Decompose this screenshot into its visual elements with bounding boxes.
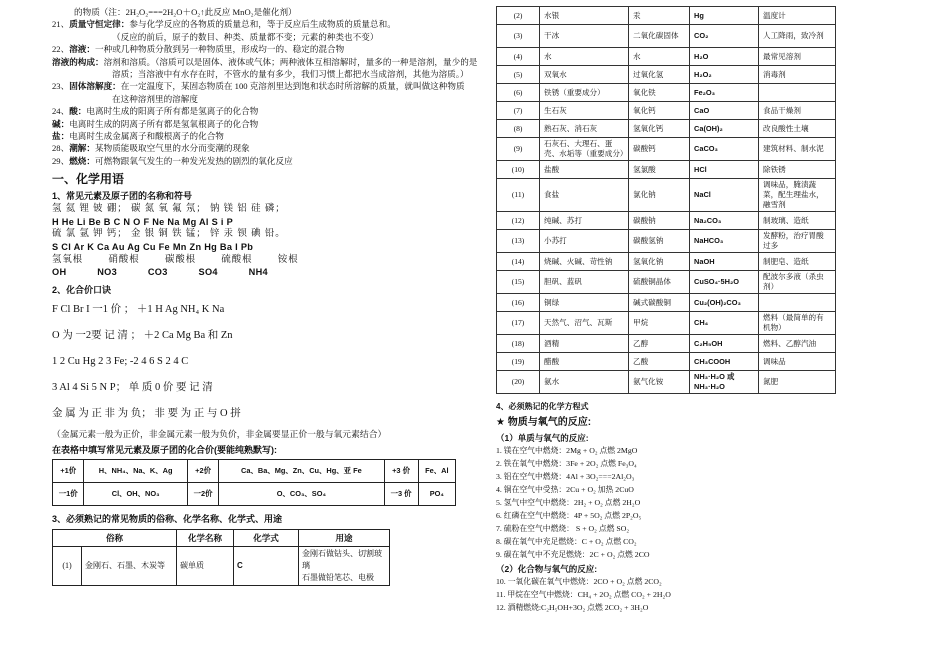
table-row	[497, 230, 836, 253]
substances-table-part1	[52, 529, 390, 586]
table-cell: +2价	[187, 459, 218, 482]
use	[759, 84, 836, 102]
valence-table	[52, 459, 456, 506]
element-names-row-1: 氢 氦 锂 铍 硼； 碳 氮 氧 氟 氖； 钠 镁 铝 硅 磷；	[52, 204, 286, 215]
definition-text: 电离时生成的阳离子所有都是氢离子的化合物	[86, 106, 259, 117]
table-row	[497, 271, 836, 294]
definition-line	[52, 155, 472, 167]
common-name: 盐酸	[540, 161, 629, 179]
formula: CH₃COOH	[690, 353, 759, 371]
row-number: (5)	[497, 66, 540, 84]
use: 人工降雨，致冷剂	[759, 25, 836, 48]
formula: HCl	[690, 161, 759, 179]
subsection-equations: 4、必须熟记的化学方程式	[496, 402, 589, 411]
use: 最常见溶剂	[759, 48, 836, 66]
chemical-name: 汞	[629, 7, 690, 25]
formula: CH₄	[690, 312, 759, 335]
common-name: 纯碱、苏打	[540, 212, 629, 230]
equation: 3. 铝在空气中燃烧：4Al + 3O₂===2Al₂O₃	[496, 472, 635, 481]
formula: CaO	[690, 102, 759, 120]
formula: CO₂	[690, 25, 759, 48]
chemical-name: 氧化钙	[629, 102, 690, 120]
definitions-list	[52, 6, 478, 167]
formula: NH₃·H₂O 或 NH₃·H₂O	[690, 371, 759, 394]
common-name: 小苏打	[540, 230, 629, 253]
right-column	[496, 6, 836, 614]
chemical-name: 水	[629, 48, 690, 66]
definition-text: 电离时生成的阴离子所有都是氢氧根离子的化合物	[69, 118, 259, 129]
equation: 1. 镁在空气中燃烧：2Mg + O₂ 点燃 2MgO	[496, 446, 638, 455]
row-number: (20)	[497, 371, 540, 394]
definition-line	[52, 68, 472, 80]
definition-text: 参与化学反应的各物质的质量总和，等于反应后生成物质的质量总和。	[129, 19, 396, 30]
table-row	[497, 312, 836, 335]
chemical-name: 乙醇	[629, 335, 690, 353]
chemical-name: 碳酸钠	[629, 212, 690, 230]
common-name: 石灰石、大理石、蛋壳、水垢等（重要成分）	[540, 138, 629, 161]
use: 制玻璃、造纸	[759, 212, 836, 230]
row-number: (11)	[497, 179, 540, 212]
definition-text: 一种或几种物质分散到另一种物质里，形成均一的、稳定的混合物	[95, 44, 345, 55]
table-cell: Cl、OH、NO₃	[84, 482, 187, 505]
row-number: (17)	[497, 312, 540, 335]
valence-line: O 为 一2要 记 清 ； ＋2 Ca Mg Ba 和 Zn	[52, 329, 233, 341]
chemical-name: 氢氯酸	[629, 161, 690, 179]
use: 制肥皂、造纸	[759, 253, 836, 271]
common-name: 食盐	[540, 179, 629, 212]
definition-term: 碱：	[52, 118, 70, 129]
table-row	[53, 459, 456, 482]
common-name: 醋酸	[540, 353, 629, 371]
chemical-name: 过氧化氢	[629, 66, 690, 84]
chemical-name: 硫酸铜晶体	[629, 271, 690, 294]
row-number: (12)	[497, 212, 540, 230]
row-number: (14)	[497, 253, 540, 271]
definition-line	[52, 93, 472, 105]
common-name: 酒精	[540, 335, 629, 353]
element-symbols-row-2: S Cl Ar K Ca Au Ag Cu Fe Mn Zn Hg Ba I Pb	[52, 242, 254, 253]
valence-mnemonic	[52, 297, 472, 427]
formula: CuSO₄·5H₂O	[690, 271, 759, 294]
use: 温度计	[759, 7, 836, 25]
chemical-name: 碱式碳酸铜	[629, 294, 690, 312]
subsection-valence: 2、化合价口诀	[52, 284, 112, 295]
formula: Ca(OH)₂	[690, 120, 759, 138]
valence-line: 3 Al 4 Si 5 N P； 单 质 0 价 要 记 清	[52, 381, 213, 393]
definition-term: 燃烧：	[69, 155, 95, 166]
chemical-name: 氧化铁	[629, 84, 690, 102]
formula: Hg	[690, 7, 759, 25]
definition-number: 28、	[52, 143, 70, 154]
row-number: (19)	[497, 353, 540, 371]
table-cell: Fe、Al	[418, 459, 455, 482]
definition-line	[52, 142, 472, 154]
formula: Na₂CO₃	[690, 212, 759, 230]
common-name: 熟石灰、消石灰	[540, 120, 629, 138]
chemical-name: 碳单质	[177, 546, 234, 585]
table-row	[497, 7, 836, 25]
formula: NaHCO₃	[690, 230, 759, 253]
definition-line	[52, 80, 472, 92]
table-row	[497, 353, 836, 371]
definition-line	[52, 56, 478, 68]
definition-term: 质量守恒定律：	[69, 19, 130, 30]
formula: NaOH	[690, 253, 759, 271]
equation: 5. 氢气中空气中燃烧：2H₂ + O₂ 点燃 2H₂O	[496, 498, 641, 507]
table-row	[497, 25, 836, 48]
common-name: 铜绿	[540, 294, 629, 312]
definition-line	[52, 31, 472, 43]
equation: 11. 甲烷在空气中燃烧：CH₄ + 2O₂ 点燃 CO₂ + 2H₂O	[496, 590, 671, 599]
table-row	[497, 253, 836, 271]
column-header: 俗称	[53, 529, 177, 546]
table-cell: PO₄	[418, 482, 455, 505]
valence-line: F Cl Br I 一1 价 ； ＋1 H Ag NH₄ K Na	[52, 303, 225, 315]
subsection-substances: 3、必须熟记的常见物质的俗称、化学名称、化学式、用途	[52, 513, 283, 524]
definition-number: 23、	[52, 81, 70, 92]
row-number: (2)	[497, 7, 540, 25]
common-name: 水银	[540, 7, 629, 25]
part2-title: （2）化合物与氧气的反应:	[496, 564, 598, 574]
common-name: 铁锈（重要成分）	[540, 84, 629, 102]
use: 改良酸性土壤	[759, 120, 836, 138]
use: 调味品	[759, 353, 836, 371]
definition-text: 溶质；当溶液中有水存在时，不管水的量有多少，我们习惯上都把水当成溶剂，其他为溶质。）	[112, 69, 469, 80]
definition-text: （反应的前后，原子的数目、种类、质量都不变；元素的种类也不变）	[112, 31, 379, 42]
equation: 2. 铁在氧气中燃烧：3Fe + 2O₂ 点燃 Fe₃O₄	[496, 459, 637, 468]
formula: CaCO₃	[690, 138, 759, 161]
table-row	[497, 102, 836, 120]
common-name: 天然气、沼气、瓦斯	[540, 312, 629, 335]
chemical-name: 氯化钠	[629, 179, 690, 212]
row-number: (4)	[497, 48, 540, 66]
common-name: 金刚石、石墨、木炭等	[82, 546, 177, 585]
definition-term: 潮解：	[69, 143, 95, 154]
chemical-name: 甲烷	[629, 312, 690, 335]
valence-line: 1 2 Cu Hg 2 3 Fe; -2 4 6 S 2 4 C	[52, 355, 189, 367]
table-row	[53, 482, 456, 505]
common-name: 生石灰	[540, 102, 629, 120]
subsection-elements: 1、常见元素及原子团的名称和符号	[52, 191, 193, 202]
definition-line	[52, 118, 472, 130]
use: 消毒剂	[759, 66, 836, 84]
row-number: (9)	[497, 138, 540, 161]
left-column	[52, 6, 478, 586]
definition-line	[52, 130, 472, 142]
table-row	[497, 335, 836, 353]
use: 食品干燥剂	[759, 102, 836, 120]
use: 调味品，腌渍蔬菜，配生理盐水，融雪剂	[759, 179, 836, 212]
definition-text: 在这种溶剂里的溶解度	[112, 93, 198, 104]
formula: NaCl	[690, 179, 759, 212]
definition-term: 固体溶解度：	[69, 81, 121, 92]
row-number: (10)	[497, 161, 540, 179]
table-cell: Ca、Ba、Mg、Zn、Cu、Hg、亚 Fe	[219, 459, 384, 482]
formula: C₂H₅OH	[690, 335, 759, 353]
row-number: (6)	[497, 84, 540, 102]
formula: Fe₂O₃	[690, 84, 759, 102]
equation: 7. 硫粉在空气中燃烧： S + O₂ 点燃 SO₂	[496, 524, 630, 533]
substances-table-part2	[496, 6, 836, 394]
equation: 8. 碳在氧气中充足燃烧：C + O₂ 点燃 CO₂	[496, 537, 637, 546]
common-name: 水	[540, 48, 629, 66]
table-cell: O、CO₃、SO₄	[219, 482, 384, 505]
definition-term: 盐：	[52, 131, 70, 142]
table-cell: 一3 价	[384, 482, 418, 505]
table-row	[497, 138, 836, 161]
table-row	[497, 48, 836, 66]
use: 燃料（最简单的有机物）	[759, 312, 836, 335]
table-cell: 一2价	[187, 482, 218, 505]
use: 配波尔多液（杀虫剂）	[759, 271, 836, 294]
table-row	[497, 66, 836, 84]
use: 发酵粉，治疗胃酸过多	[759, 230, 836, 253]
equations-list-1	[496, 444, 836, 561]
table-row	[497, 179, 836, 212]
equation: 6. 红磷在空气中燃烧：4P + 5O₂ 点燃 2P₂O₅	[496, 511, 642, 520]
use: 除铁锈	[759, 161, 836, 179]
definition-number: 29、	[52, 155, 70, 166]
table-cell: 一1价	[53, 482, 84, 505]
table-cell: +1价	[53, 459, 84, 482]
definition-term: 酸：	[69, 106, 87, 117]
chemical-name: 二氧化碳固体	[629, 25, 690, 48]
chemical-name: 碳酸钙	[629, 138, 690, 161]
use: 燃料、乙醇汽油	[759, 335, 836, 353]
table-row	[497, 371, 836, 394]
row-number: (18)	[497, 335, 540, 353]
common-name: 干冰	[540, 25, 629, 48]
row-number: (15)	[497, 271, 540, 294]
definition-term: 溶液：	[69, 44, 95, 55]
row-number: (7)	[497, 102, 540, 120]
table-row	[53, 546, 390, 585]
use	[759, 294, 836, 312]
common-name: 烧碱、火碱、苛性钠	[540, 253, 629, 271]
chemical-name: 氨气化铵	[629, 371, 690, 394]
definition-text: 溶剂和溶质。（溶质可以是固体、液体或气体；两种液体互相溶解时，量多的一种是溶剂，量少的是	[103, 56, 478, 67]
definition-term: 溶液的构成：	[52, 56, 104, 67]
part1-title: （1）单质与氧气的反应:	[496, 433, 589, 443]
common-name: 双氧水	[540, 66, 629, 84]
equation: 12. 酒精燃烧:C₂H₅OH+3O₂ 点燃 2CO₂ + 3H₂O	[496, 603, 649, 612]
equation: 4. 铜在空气中受热：2Cu + O₂ 加热 2CuO	[496, 485, 634, 494]
equation: 9. 碳在氧气中不充足燃烧：2C + O₂ 点燃 2CO	[496, 550, 650, 559]
group-names-row: 氢氧根 硝酸根 碳酸根 硫酸根 铵根	[52, 254, 299, 265]
definition-text: 某物质能吸取空气里的水分而变潮的现象	[95, 143, 250, 154]
equations-list-2	[496, 575, 836, 614]
column-header: 用途	[299, 529, 390, 546]
row-number: (8)	[497, 120, 540, 138]
valence-line: 金 属 为 正 非 为 负； 非 要 为 正 与 O 拼	[52, 407, 241, 419]
definition-number: 21、	[52, 19, 70, 30]
table-row	[497, 161, 836, 179]
section-title: 一、化学用语	[52, 172, 125, 187]
element-names-row-2: 硫 氯 氩 钾 钙； 金 银 铜 铁 锰； 锌 汞 钡 碘 铅。	[52, 229, 286, 240]
equation: 10. 一氧化碳在氧气中燃烧：2CO + O₂ 点燃 2CO₂	[496, 577, 662, 586]
formula: C	[234, 546, 299, 585]
definition-number: 24、	[52, 106, 70, 117]
table-row	[497, 120, 836, 138]
definition-number: 22、	[52, 44, 70, 55]
definition-line	[52, 105, 472, 117]
common-name: 氨水	[540, 371, 629, 394]
common-name: 胆矾、蓝矾	[540, 271, 629, 294]
use: 氮肥	[759, 371, 836, 394]
definition-text: 可燃物跟氧气发生的一种发光发热的剧烈的氧化反应	[95, 155, 293, 166]
group-symbols-row: OH NO3 CO3 SO4 NH4	[52, 267, 268, 278]
oxygen-reactions-title: ★ 物质与氧气的反应:	[496, 417, 592, 428]
chemical-name: 氢氧化钙	[629, 120, 690, 138]
table-row	[497, 212, 836, 230]
column-header: 化学式	[234, 529, 299, 546]
table-row	[497, 84, 836, 102]
table-row	[497, 294, 836, 312]
formula: H₂O	[690, 48, 759, 66]
use: 建筑材料、制水泥	[759, 138, 836, 161]
chemical-name: 乙酸	[629, 353, 690, 371]
valence-note: （金属元素一般为正价，非金属元素一般为负价，非金属要显正价一般与氧元素结合）	[52, 428, 387, 439]
use: 金刚石做钻头、切割玻璃 石墨做铅笔芯、电极	[299, 546, 390, 585]
valence-table-title: 在表格中填写常见元素及原子团的化合价(要能纯熟默写):	[52, 444, 277, 455]
table-cell: H、NH₄、Na、K、Ag	[84, 459, 187, 482]
definition-text: 电离时生成金属离子和酸根离子的化合物	[69, 131, 224, 142]
formula: Cu₂(OH)₂CO₃	[690, 294, 759, 312]
row-number: (13)	[497, 230, 540, 253]
definition-text: 的物质（注：2H₂O₂===2H₂O＋O₂↑此反应 MnO₂是催化剂）	[74, 7, 297, 17]
definition-text: 在一定温度下，某固态物质在 100 克溶剂里达到饱和状态时所溶解的质量，就叫做这种物质	[120, 81, 465, 92]
element-symbols-row-1: H He Li Be B C N O F Ne Na Mg Al S i P	[52, 216, 234, 227]
chemical-name: 氢氧化钠	[629, 253, 690, 271]
formula: H₂O₂	[690, 66, 759, 84]
row-number: (3)	[497, 25, 540, 48]
row-number: (16)	[497, 294, 540, 312]
chemical-name: 碳酸氢钠	[629, 230, 690, 253]
definition-line	[52, 18, 472, 30]
definition-line	[52, 43, 472, 55]
column-header: 化学名称	[177, 529, 234, 546]
table-cell: +3 价	[384, 459, 418, 482]
row-number: (1)	[53, 546, 82, 585]
definition-line	[52, 6, 472, 18]
